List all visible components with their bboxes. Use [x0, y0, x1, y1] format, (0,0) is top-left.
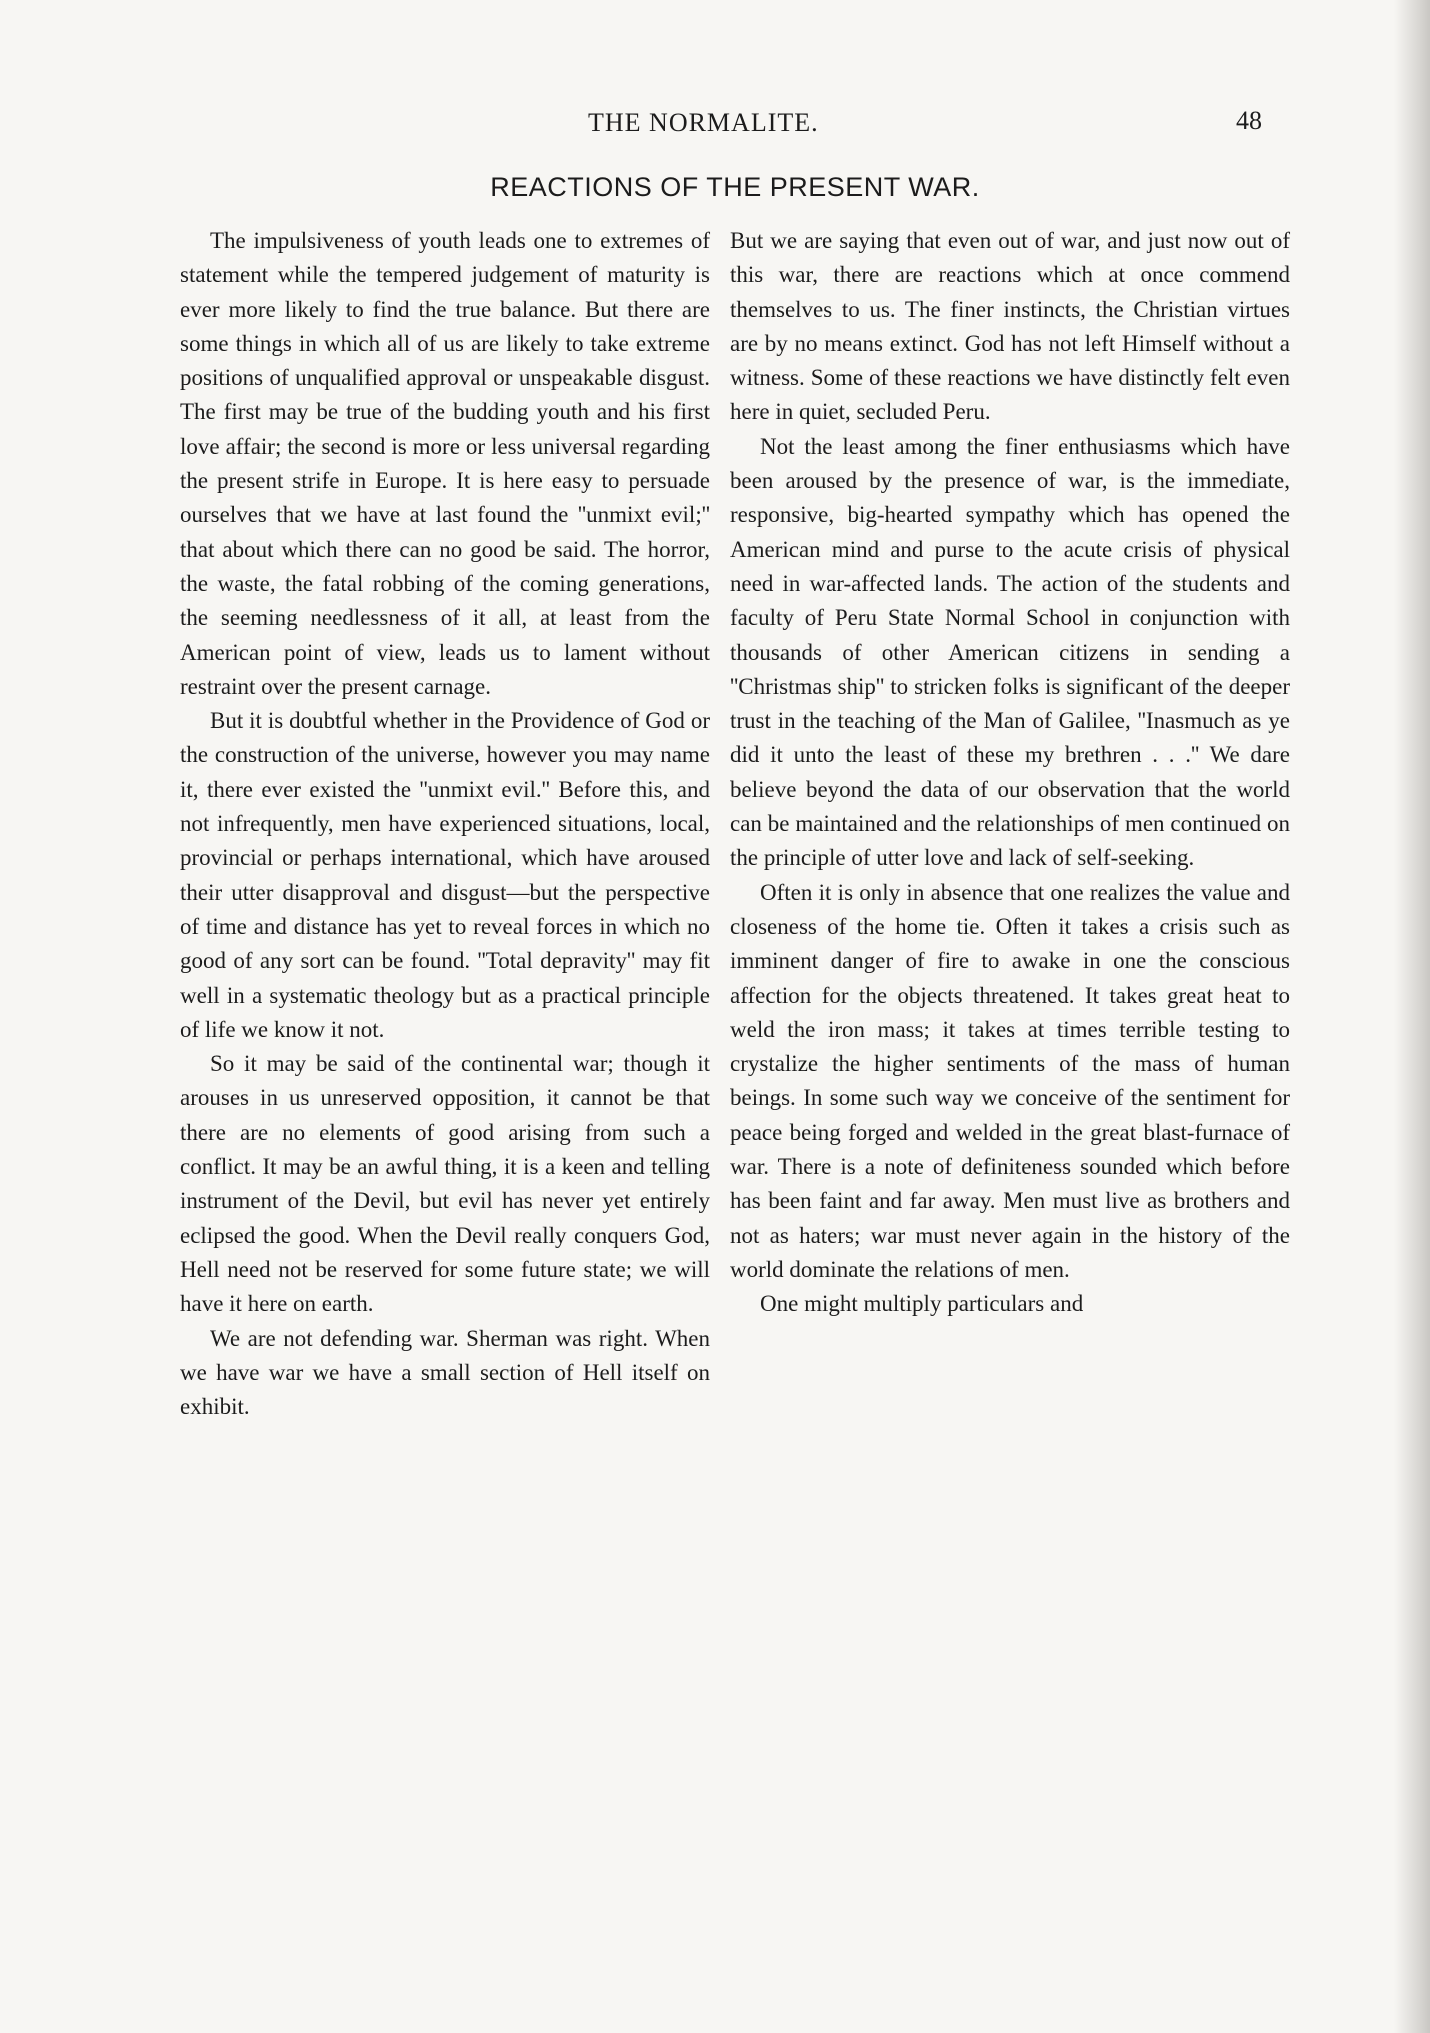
paragraph: So it may be said of the continental war; though it arouses in us unreserved opposition, it cannot be that there are no elements of good arising from such a conflict. It may be an awful thing, it is a keen and telling instrument of the Devil, but evil has never yet entirely eclipsed the good. When the Devil really conquers God, Hell need not be reserved for some future state; we will have it here on earth.: [180, 1051, 710, 1317]
page-header: [0, 108, 1430, 148]
right-column: [730, 224, 1290, 1322]
paragraph: Not the least among the finer enthusiasms which have been aroused by the presence of war, is the immediate, responsive, big-hearted sympathy which has opened the American mind and purse to the acute crisis of physical need in war-affected lands. The action of the students and faculty of Peru State Normal School in conjunction with thousands of other American citizens in sending a ''Christmas ship'' to stricken folks is significant of the deeper trust in the teaching of the Man of Galilee, ''Inasmuch as ye did it unto the least of these my brethren . . .'' We dare believe beyond the data of our observation that the world can be maintained and the relationships of men continued on the principle of utter love and lack of self-seeking.: [730, 433, 1290, 871]
page-edge-shadow: [1394, 0, 1430, 2033]
running-head: THE NORMALITE.: [588, 108, 819, 137]
paragraph: Often it is only in absence that one realizes the value and closeness of the home tie. Often it takes a crisis such as imminent danger of fire to awake in one the conscious affection for the objects threatened. It takes great heat to weld the iron mass; it takes at times terrible testing to crystalize the higher sentiments of the mass of human beings. In some such way we conceive of the sentiment for peace being forged and welded in the great blast-furnace of war. There is a note of definiteness sounded which before has been faint and far away. Men must live as brothers and not as haters; war must never again in the history of the world dominate the relations of men.: [730, 879, 1290, 1282]
paragraph: But we are saying that even out of war, and just now out of this war, there are reactions which at once commend themselves to us. The finer instincts, the Christian virtues are by no means extinct. God has not left Himself without a witness. Some of these reactions we have distinctly felt even here in quiet, secluded Peru.: [730, 228, 1290, 425]
page-number: 48: [1236, 106, 1262, 135]
paragraph: One might multiply particulars and: [760, 1291, 1084, 1317]
paragraph: But it is doubtful whether in the Providence of God or the construction of the universe, however you may name it, there ever existed the ''unmixt evil.'' Before this, and not infrequently, men have experienced situations, local, provincial or perhaps international, which have aroused their utter disapproval and disgust—but the perspective of time and distance has yet to reveal forces in which no good of any sort can be found. ''Total depravity'' may fit well in a systematic theology but as a practical principle of life we know it not.: [180, 708, 710, 1042]
article-title: REACTIONS OF THE PRESENT WAR.: [490, 172, 980, 202]
paragraph: The impulsiveness of youth leads one to extremes of statement while the tempered judgement of maturity is ever more likely to find the true balance. But there are some things in which all of us are likely to take extreme positions of unqualified approval or unspeakable disgust. The first may be true of the budding youth and his first love affair; the second is more or less universal regarding the present strife in Europe. It is here easy to persuade ourselves that we have at last found the ''unmixt evil;'' that about which there can no good be said. The horror, the waste, the fatal robbing of the coming generations, the seeming needlessness of it all, at least from the American point of view, leads us to lament without restraint over the present carnage.: [180, 228, 710, 699]
paragraph: We are not defending war. Sherman was right. When we have war we have a small section of Hell itself on exhibit.: [180, 1325, 710, 1420]
left-column: [180, 224, 710, 1424]
